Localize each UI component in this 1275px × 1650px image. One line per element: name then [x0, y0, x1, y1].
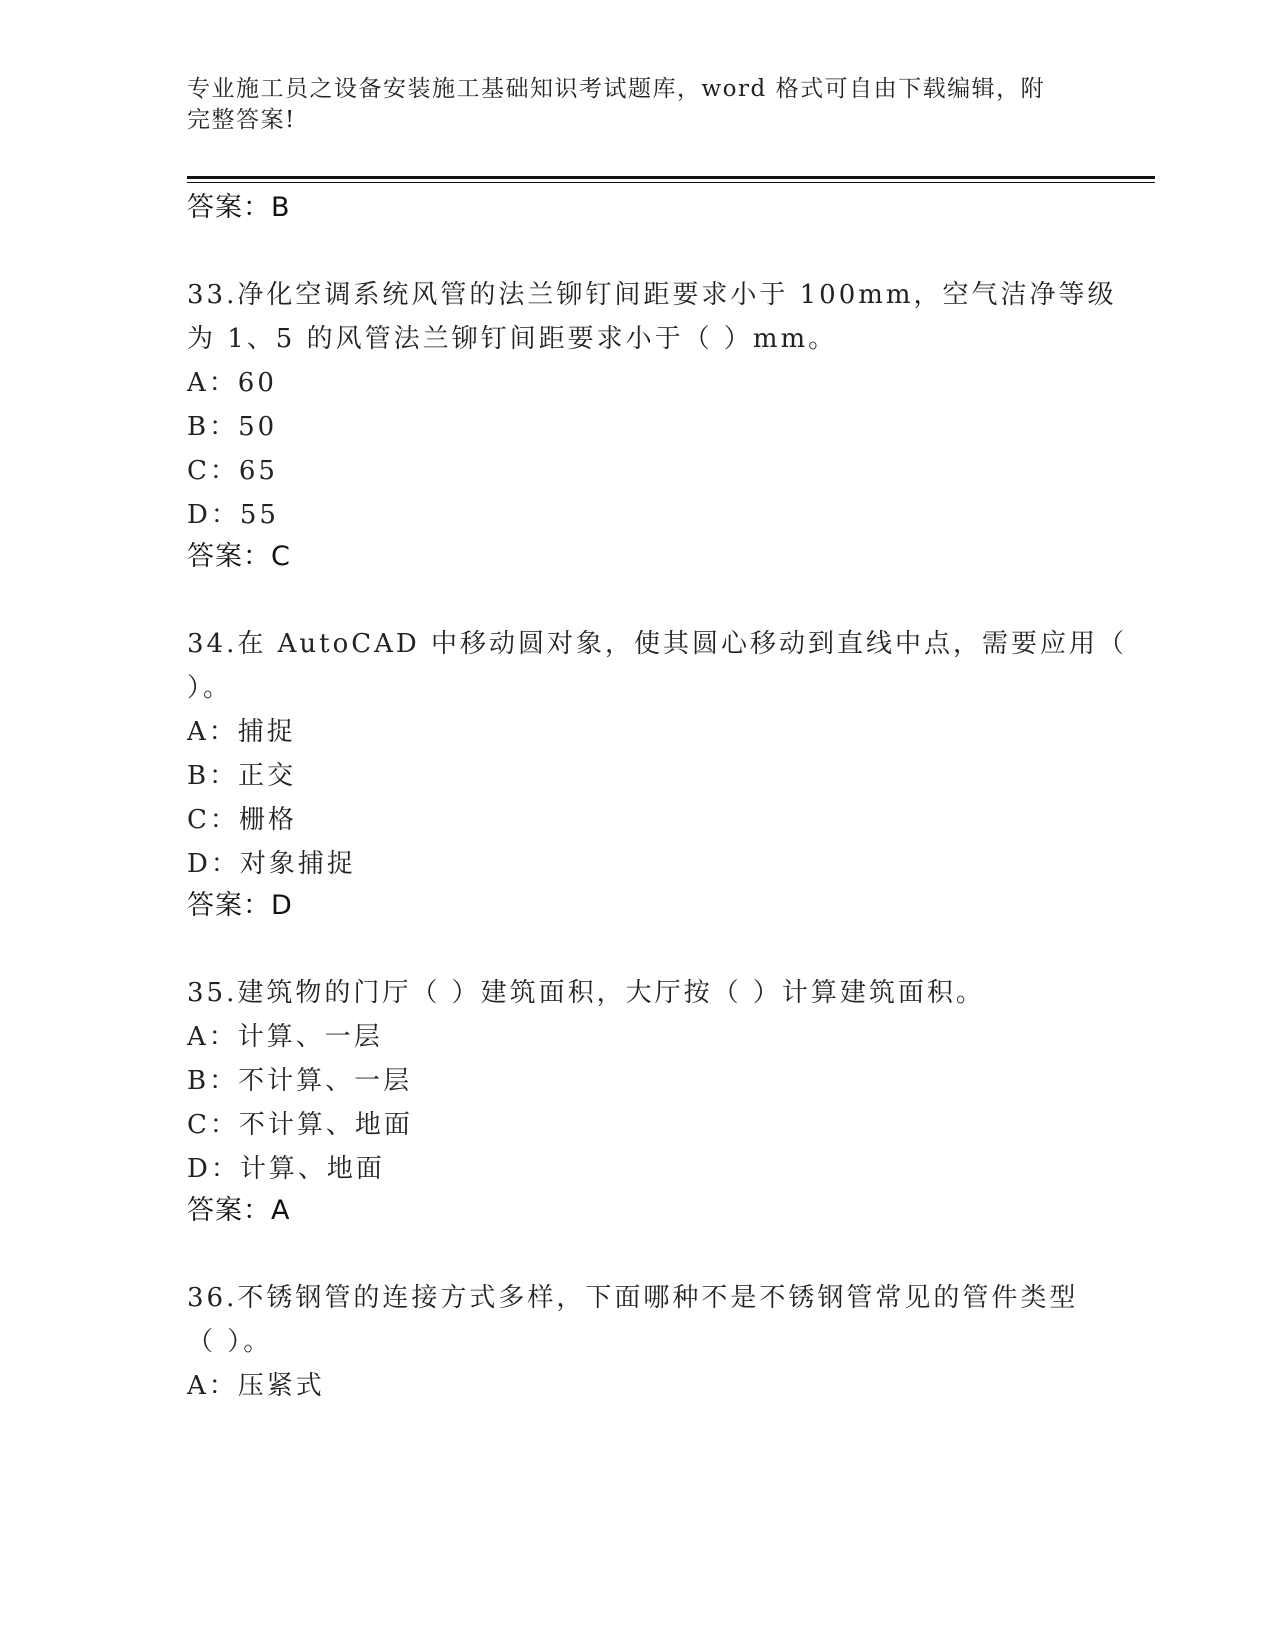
question-35-option-a: A：计算、一层	[187, 1022, 383, 1052]
question-35-answer: 答案：A	[187, 1195, 291, 1226]
question-34-answer: 答案：D	[187, 890, 293, 921]
question-33-line-2: 为 1、5 的风管法兰铆钉间距要求小于（ ）mm。	[187, 324, 838, 354]
question-35-option-b: B：不计算、一层	[187, 1066, 413, 1096]
question-33-line-1: 33.净化空调系统风管的法兰铆钉间距要求小于 100mm，空气洁净等级	[187, 280, 1117, 310]
question-33-option-d: D：55	[187, 500, 279, 530]
question-36-line-1: 36.不锈钢管的连接方式多样，下面哪种不是不锈钢管常见的管件类型	[187, 1283, 1079, 1313]
question-36-option-a: A：压紧式	[187, 1371, 325, 1401]
question-34-option-a: A：捕捉	[187, 717, 296, 747]
question-34-line-1: 34.在 AutoCAD 中移动圆对象，使其圆心移动到直线中点，需要应用（	[187, 629, 1128, 659]
header-divider-thin	[187, 182, 1155, 183]
question-34-line-2: ）。	[187, 673, 233, 703]
question-36-line-2: （ ）。	[187, 1327, 273, 1357]
question-35-option-d: D：计算、地面	[187, 1154, 385, 1184]
question-33-option-b: B：50	[187, 412, 278, 442]
question-33-option-c: C：65	[187, 456, 278, 486]
header-text: 专业施工员之设备安装施工基础知识考试题库，word 格式可自由下载编辑，附完整答案!	[187, 76, 1046, 133]
question-34-option-c: C：栅格	[187, 805, 297, 835]
document-page	[187, 0, 1147, 1650]
question-35-line-1: 35.建筑物的门厅（ ）建筑面积，大厅按（ ）计算建筑面积。	[187, 978, 985, 1008]
question-34-option-b: B：正交	[187, 761, 297, 791]
header-divider	[187, 176, 1155, 179]
question-35-option-c: C：不计算、地面	[187, 1110, 413, 1140]
answer-prev: 答案：B	[187, 192, 291, 223]
question-33-option-a: A：60	[187, 368, 277, 398]
question-33-answer: 答案：C	[187, 541, 291, 572]
question-34-option-d: D：对象捕捉	[187, 849, 356, 879]
